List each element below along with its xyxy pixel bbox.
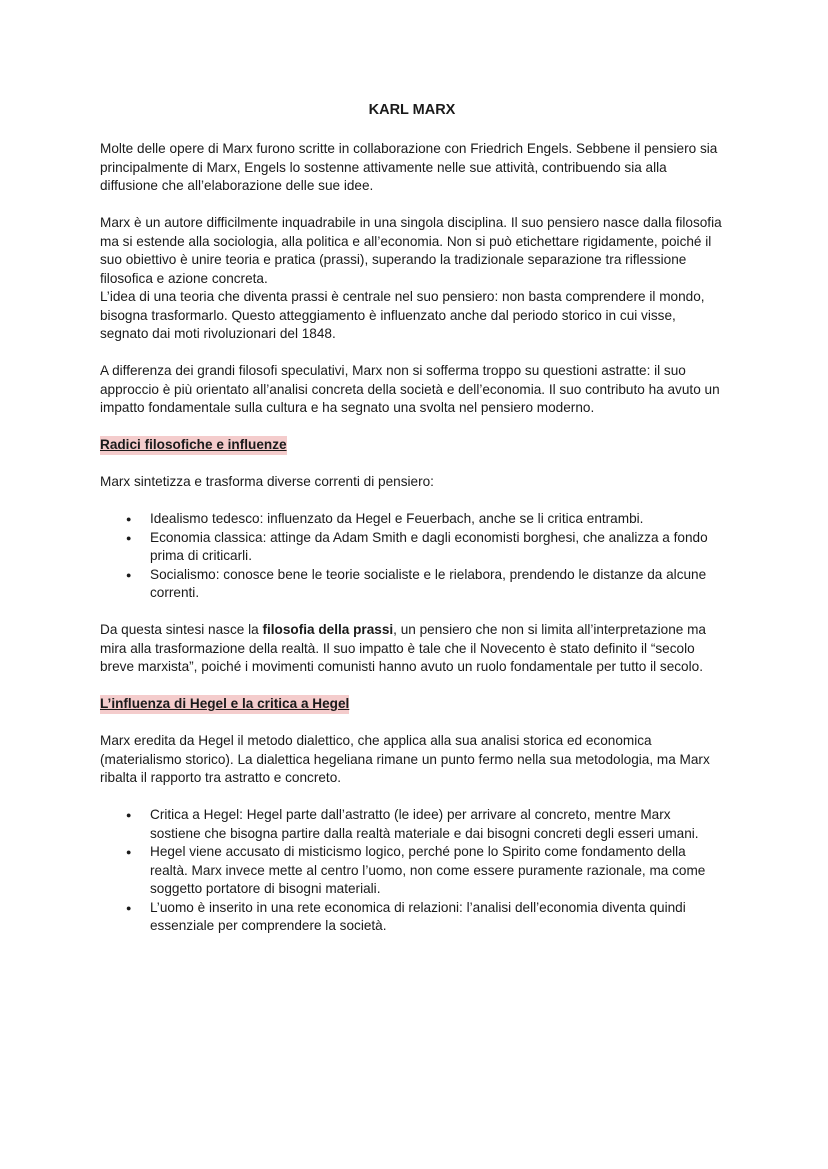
closing-text: Da questa sintesi nasce la [100,622,263,637]
document-page [100,100,724,954]
intro-paragraph: Molte delle opere di Marx furono scritte in collaborazione con Friedrich Engels. Sebbene il pensiero sia principalmente di Marx, Engels lo sostenne attivamente nelle sue attività, contribuendo sia alla diffusione che all’elaborazione delle sue idee. [100,141,718,193]
section-lead: Marx sintetizza e trasforma diverse correnti di pensiero: [100,474,434,489]
list-item: ● Idealismo tedesco: influenzato da Hegel e Feuerbach, anche se li critica entrambi. [150,510,724,529]
document-title: KARL MARX [368,102,456,118]
list-item: ● Socialismo: conosce bene le teorie socialiste e le rielabora, prendendo le distanze da alcune correnti. [150,566,724,603]
list-item: ● Critica a Hegel: Hegel parte dall’astratto (le idee) per arrivare al concreto, mentre Marx sostiene che bisogna partire dalla realtà materiale e dai bisogni concreti degli esseri umani. [150,806,724,843]
intro-paragraph: L’idea di una teoria che diventa prassi è centrale nel suo pensiero: non basta comprendere il mondo, bisogna trasformarlo. Questo atteggiamento è influenzato anche dal periodo storico in cui visse, segnato dai moti rivoluzionari del 1848. [100,289,705,341]
bullet-list [100,806,724,936]
section-heading: L’influenza di Hegel e la critica a Hegel [100,695,349,714]
closing-text: , un pensiero che non si limita all’interpretazione ma mira alla trasformazione della realtà. Il suo impatto è tale che il Novecento è stato definito il “secolo breve marxista”, poiché i movimenti comunisti hanno avuto un ruolo fondamentale per tutto il secolo. [100,622,706,674]
list-item: ● Economia classica: attinge da Adam Smith e dagli economisti borghesi, che analizza a fondo prima di criticarli. [150,529,724,566]
list-item: ● L’uomo è inserito in una rete economica di relazioni: l’analisi dell’economia diventa quindi essenziale per comprendere la società. [150,899,724,936]
section-lead: Marx eredita da Hegel il metodo dialettico, che applica alla sua analisi storica ed economica (materialismo storico). La dialettica hegeliana rimane un punto fermo nella sua metodologia, ma Marx ribalta il rapporto tra astratto e concreto. [100,733,710,785]
list-item: ● Hegel viene accusato di misticismo logico, perché pone lo Spirito come fondamento della realtà. Marx invece mette al centro l’uomo, non come essere puramente razionale, ma come soggetto portatore di bisogni materiali. [150,843,724,899]
section-heading: Radici filosofiche e influenze [100,436,287,455]
section-closing [100,621,724,677]
closing-bold-term: filosofia della prassi [262,622,394,637]
bullet-list [100,510,724,603]
intro-paragraph: Marx è un autore difficilmente inquadrabile in una singola disciplina. Il suo pensiero nasce dalla filosofia ma si estende alla sociologia, alla politica e all’economia. Non si può etichettare rigidamente, poiché il suo obiettivo è unire teoria e pratica (prassi), superando la tradizionale separazione tra riflessione filosofica e azione concreta. [100,215,722,286]
intro-paragraph: A differenza dei grandi filosofi speculativi, Marx non si sofferma troppo su questioni astratte: il suo approccio è più orientato all’analisi concreta della società e dell’economia. Il suo contributo ha avuto un impatto fondamentale sulla cultura e ha segnato una svolta nel pensiero moderno. [100,363,720,415]
